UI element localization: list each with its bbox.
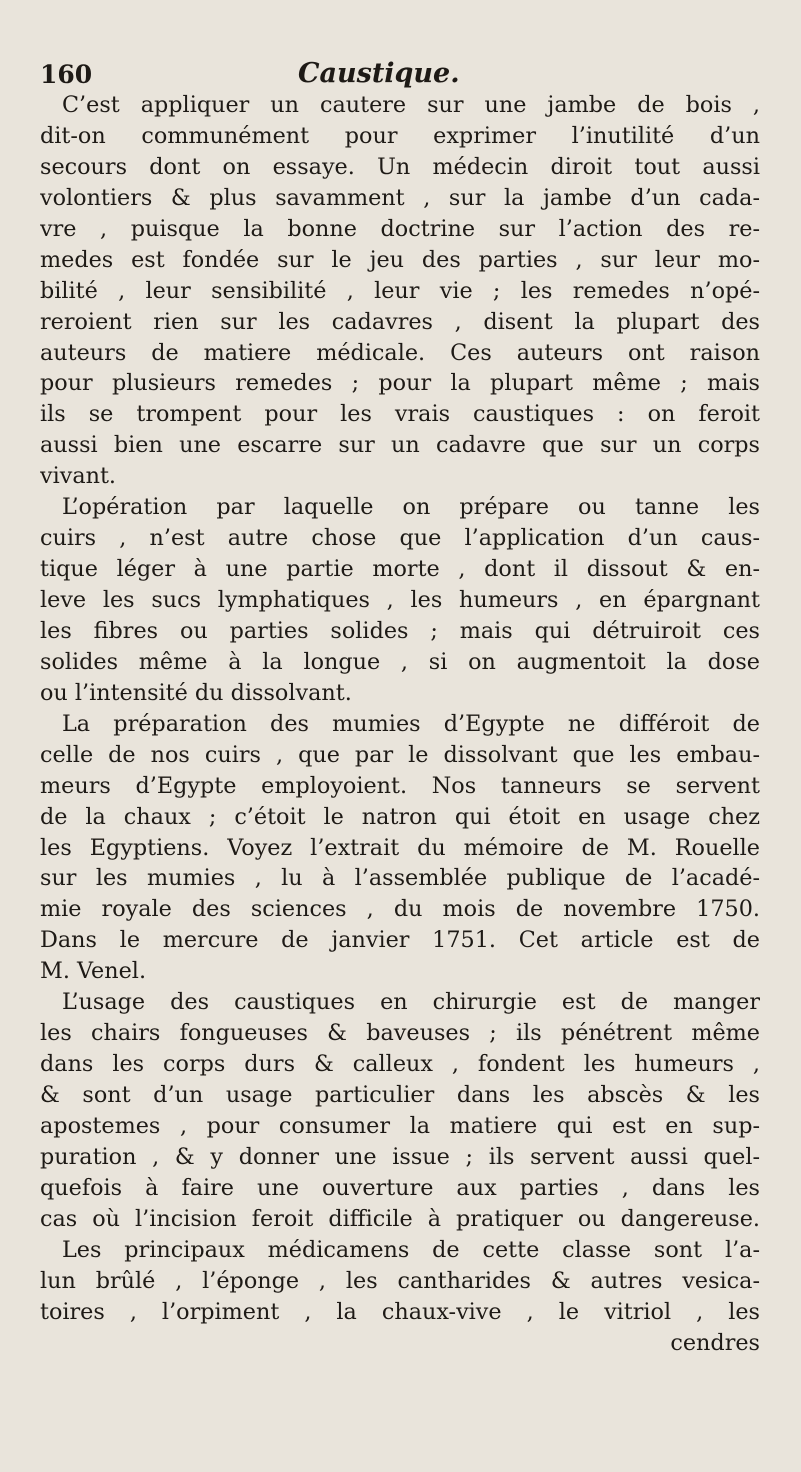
text-line: tique léger à une partie morte , dont il dissout & en- [40,556,760,583]
text-line: Dans le mercure de janvier 1751. Cet article est de [40,927,760,954]
text-line: celle de nos cuirs , que par le dissolvant que les embau- [40,741,760,768]
page-number: 160 [40,60,93,89]
text-line: les fibres ou parties solides ; mais qui détruiroit ces [40,617,760,644]
text-line: C’est appliquer un cautere sur une jambe de bois , [62,92,760,118]
text-line: dit-on communément pour exprimer l’inutilité d’un [40,122,760,149]
text-line: L’opération par laquelle on prépare ou tanne les [62,494,760,521]
text-line: ou l’intensité du dissolvant. [40,679,352,706]
text-line: & sont d’un usage particulier dans les abscès & les [40,1082,760,1108]
text-line: Les principaux médicamens de cette classe sont l’a- [62,1236,760,1263]
text-line: sur les mumies , lu à l’assemblée publique de l’acadé- [40,865,760,892]
text-line: toires , l’orpiment , la chaux-vive , le vitriol , les [40,1298,760,1325]
text-line: dans les corps durs & calleux , fondent les humeurs , [40,1051,760,1078]
running-head [40,58,765,92]
text-line: lun brûlé , l’éponge , les cantharides & autres vesica- [40,1267,760,1294]
text-line: vre , puisque la bonne doctrine sur l’action des re- [40,215,760,242]
text-line: de la chaux ; c’étoit le natron qui étoit en usage chez [40,803,760,830]
text-line: cas où l’incision feroit difficile à pratiquer ou dangereuse. [40,1205,760,1232]
body-text [40,90,760,1358]
text-line: ils se trompent pour les vrais caustiques : on feroit [40,401,760,428]
text-line: L’usage des caustiques en chirurgie est de manger [62,989,760,1016]
text-line: puration , & y donner une issue ; ils servent aussi quel- [40,1143,760,1170]
text-line: quefois à faire une ouverture aux parties , dans les [40,1174,760,1201]
text-line: apostemes , pour consumer la matiere qui est en sup- [40,1112,760,1139]
text-line: pour plusieurs remedes ; pour la plupart même ; mais [40,370,760,397]
text-line: mie royale des sciences , du mois de novembre 1750. [40,896,760,923]
text-line: La préparation des mumies d’Egypte ne différoit de [62,710,760,737]
text-line: les chairs fongueuses & baveuses ; ils pénétrent même [40,1020,760,1047]
text-line: volontiers & plus savamment , sur la jambe d’un cada- [40,184,760,211]
text-line: medes est fondée sur le jeu des parties , sur leur mo- [40,246,760,273]
text-line: les Egyptiens. Voyez l’extrait du mémoire de M. Rouelle [40,834,760,861]
text-line: vivant. [40,463,117,490]
text-line: secours dont on essaye. Un médecin diroit tout aussi [40,153,760,180]
text-line: M. Venel. [40,958,147,985]
text-line: meurs d’Egypte employoient. Nos tanneurs se servent [40,772,760,799]
text-line: auteurs de matiere médicale. Ces auteurs ont raison [40,339,760,366]
text-line: bilité , leur sensibilité , leur vie ; les remedes n’opé- [40,277,760,304]
text-line: aussi bien une escarre sur un cadavre que sur un corps [40,432,760,459]
text-line: cuirs , n’est autre chose que l’application d’un caus- [40,525,760,552]
catchword: cendres [670,1329,760,1356]
text-line: solides même à la longue , si on augmentoit la dose [40,648,760,675]
text-line: leve les sucs lymphatiques , les humeurs , en épargnant [40,587,760,613]
text-line: reroient rien sur les cadavres , disent la plupart des [40,308,760,335]
running-title: Caustique. [298,58,460,89]
